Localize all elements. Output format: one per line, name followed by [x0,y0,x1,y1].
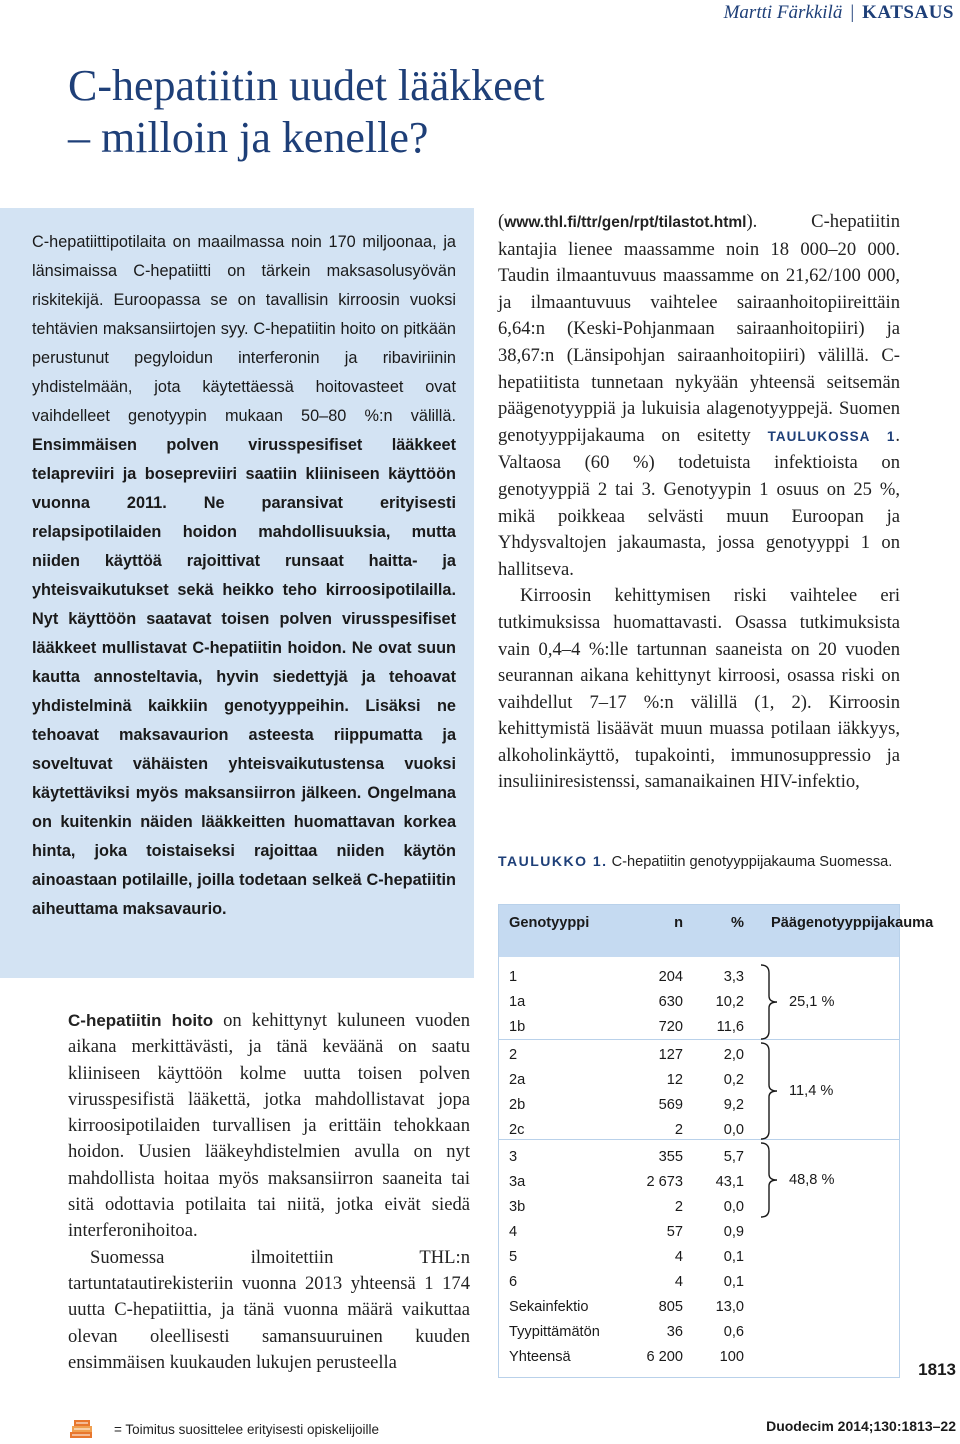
cell-genotype: 1b [509,1019,526,1035]
right-column-body [498,209,900,796]
cell-genotype: 1a [509,994,526,1010]
running-header [724,2,954,24]
cell-percent: 0,2 [723,1072,744,1088]
right-p1-b: . Valtaosa (60 %) todetuista infektioista on genotyyppiä 2 tai 3. Genotyypin 1 osuus on 25 %, mikä poikkeaa selvästi muun Euroopan ja Yhdysvaltojen jakaumasta, jossa genotyyppi 1 on hallitseva. [498,424,900,580]
footer-legend [68,1418,379,1440]
left-paragraph-1 [68,1008,470,1245]
group-brace [757,1041,783,1141]
cell-percent: 100 [719,1349,744,1365]
right-paragraph-2: Kirroosin kehittymisen riski vaihtelee eri tutkimuksissa huomattavasti. Osassa tutkimuksista vain 0,4–4 %:lle tartunnan saaneista on 20 vuoden seurannan aikana kehittynyt kirroosi, osassa riski on vaihdellut 7–17 %:n välillä (1, 2). Kirroosin kehittymistä lisäävät muun muassa potilaan iäkkyys, alkoholinkäyttö, tupakointi, immunosuppressio ja insuliiniresistenssi, samanaikainen HIV-infektio, [498,585,900,793]
genotype-table [498,904,934,1378]
cell-genotype: 3b [509,1199,526,1215]
cell-n: 2 [674,1199,683,1215]
cell-n: 36 [666,1324,683,1340]
table-row [499,1270,899,1295]
cell-percent: 3,3 [723,969,744,985]
cell-percent: 0,9 [723,1224,744,1240]
table-group-divider [499,1139,899,1140]
left-column-body [68,1008,470,1376]
table-group-divider [499,1039,899,1040]
cell-n: 355 [658,1149,683,1165]
cell-n: 2 673 [646,1174,683,1190]
cell-percent: 0,0 [723,1199,744,1215]
cell-genotype: 2b [509,1097,526,1113]
right-p1-a: ). C-hepatiitin kantajia lienee maassamme noin 18 000–20 000. Taudin ilmaantuvuus maassamme on 21,62/100 000, ja ilmaantuvuus vaihtelee sairaanhoitopiireittäin 6,64:n (Keski-Pohjanmaan sairaanhoitopiiri) ja 38,67:n (Länsipohjan sairaanhoitopiiri) välillä. C-hepatiitista tunnetaan nykyään yhteensä seitsemän päägenotyyppiä ja lukuisia alagenotyyppejä. Suomen genotyyppijakauma on esitetty [498,211,900,446]
cell-percent: 2,0 [723,1047,744,1063]
header-main-genotype: Päägenotyyppijakauma [771,915,934,931]
table-row [499,1043,899,1068]
table-row [499,1015,899,1040]
cell-percent: 0,0 [723,1122,744,1138]
group-percentage: 11,4 % [789,1083,834,1099]
cell-n: 4 [674,1249,683,1265]
table-caption-text: C-hepatiitin genotyyppijakauma Suomessa. [607,854,893,870]
cell-genotype: Tyypittämätön [509,1324,600,1340]
cell-percent: 5,7 [723,1149,744,1165]
abstract-normal: C-hepatiittipotilaita on maailmassa noin 170 miljoonaa, ja länsimaissa C-hepatiitti on tärkein maksasolusyövän riskitekijä. Euroopassa se on tavallisin kirroosin vuoksi tehtävien maksansiirtojen syy. C-hepatiitin hoito on pitkään perustunut pegyloidun interferonin ja ribaviriinin yhdistelmään, jota käytettäessä hoitovasteet ovat vaihdelleet genotyypin mukaan 50–80 %:n välillä. [32,233,456,425]
cell-genotype: 4 [509,1224,518,1240]
abstract-bold: Ensimmäisen polven virusspesifiset lääkkeet telapreviiri ja bosepreviiri saatiin kliiniseen käyttöön vuonna 2011. Ne paransivat erityisesti relapsipotilaiden hoidon mahdollisuuksia, mutta niiden käyttöä rajoittivat runsaat haitta- ja yhteisvaikutukset sekä heikko teho kirroosipotilailla. Nyt käyttöön saatavat toisen polven virusspesifiset lääkkeet mullistavat C-hepatiitin hoidon. Ne ovat suun kautta annosteltavia, hyvin siedettyjä ja tehoavat yhdistelminä kaikkiin genotyyppeihin. Lisäksi ne tehoavat maksavaurion asteesta riippumatta ja soveltuvat vähäisten yhteisvaikutustensa vuoksi käytettäviksi myös maksansiirron jälkeen. Ongelmana on kuitenkin näiden lääkkeitten huomattavan korkea hinta, joka toistaiseksi rajoittaa niiden käytön ainoastaan potilaille, joilla todetaan selkeä C-hepatiitin aiheuttama maksavaurio. [32,436,456,918]
group-brace [757,963,783,1041]
cell-n: 127 [658,1047,683,1063]
cell-n: 57 [666,1224,683,1240]
cell-n: 630 [658,994,683,1010]
table-row [499,965,899,990]
cell-genotype: 6 [509,1274,518,1290]
footer-legend-text: = Toimitus suosittelee erityisesti opiskelijoille [114,1421,379,1437]
table-row [499,1220,899,1245]
abstract-box [0,208,474,978]
header-section: KATSAUS [862,2,954,23]
cell-percent: 11,6 [716,1019,744,1035]
group-percentage: 48,8 % [789,1172,835,1188]
header-percent: % [731,915,744,931]
cell-genotype: 1 [509,969,518,985]
table-row [499,1068,899,1093]
page-number: 1813 [918,1360,956,1379]
table-row [499,1145,899,1170]
cell-percent: 13,0 [715,1299,744,1315]
thl-link[interactable]: www.thl.fi/ttr/gen/rpt/tilastot.html [504,214,747,231]
books-icon [68,1418,108,1440]
header-separator: | [850,2,855,23]
right-paragraph-1 [498,209,900,583]
group-percentage: 25,1 % [789,994,835,1010]
table-caption [498,850,900,873]
table-row [499,990,899,1015]
title-line-1: C-hepatiitin uudet lääkkeet [68,61,545,110]
cell-percent: 10,2 [715,994,744,1010]
cell-n: 2 [674,1122,683,1138]
cell-n: 569 [658,1097,683,1113]
cell-percent: 0,1 [723,1249,744,1265]
cell-n: 204 [658,969,683,985]
cell-genotype: 2a [509,1072,526,1088]
abstract-text [32,228,456,924]
table-row [499,1170,899,1195]
footer-citation: Duodecim 2014;130:1813–22 [766,1418,956,1434]
header-n: n [674,915,683,931]
paren-open: ( [498,211,505,232]
article-title [68,60,545,164]
table-row [499,1295,899,1320]
cell-percent: 43,1 [715,1174,744,1190]
cell-n: 4 [674,1274,683,1290]
table-row [499,1345,899,1370]
lead-in: C-hepatiitin hoito [68,1011,214,1030]
left-paragraph-2: Suomessa ilmoitettiin THL:n tartuntatautirekisteriin vuonna 2013 yhteensä 1 174 uutta C-hepatiittia, ja tänä vuonna määrä vaikuttaa olevan oleellisesti samansuuruinen kuuden ensimmäisen kuukauden lukujen perusteella [68,1246,470,1373]
cell-percent: 9,2 [723,1097,744,1113]
table-row [499,1195,899,1220]
cell-n: 805 [658,1299,683,1315]
table-header-row [499,905,934,957]
group-brace [757,1141,783,1219]
title-line-2: – milloin ja kenelle? [68,113,429,162]
table-row [499,1245,899,1270]
table-row [499,1093,899,1118]
cell-genotype: 3a [509,1174,526,1190]
cell-n: 12 [666,1072,683,1088]
header-author: Martti Färkkilä [723,2,843,23]
table-row [499,1320,899,1345]
cell-genotype: 2c [509,1122,525,1138]
cell-genotype: 5 [509,1249,518,1265]
cell-genotype: Sekainfektio [509,1299,589,1315]
left-p1-text: on kehittynyt kuluneen vuoden aikana merkittävästi, ja tänä keväänä on saatu kliiniseen käyttöön kolme uutta toisen polven virusspesifistä lääkettä, jotka mahdollistavat jopa kirroosipotilaiden turvallisen ja erittäin tehokkaan hoidon. Uusien lääkeyhdistelmien avulla on nyt mahdollista hoitaa myös maksansiirron saaneita tai sitä odottavia potilaita tai niitä, jotka eivät siedä interferonihoitoa. [68,1010,470,1242]
cell-genotype: 3 [509,1149,518,1165]
cell-n: 720 [658,1019,683,1035]
table-reference[interactable]: TAULUKOSSA 1 [767,428,896,444]
table-label: TAULUKKO 1. [498,853,608,869]
cell-percent: 0,6 [723,1324,744,1340]
header-genotype: Genotyyppi [509,915,590,931]
cell-n: 6 200 [646,1349,683,1365]
cell-percent: 0,1 [723,1274,744,1290]
cell-genotype: Yhteensä [509,1349,571,1365]
cell-genotype: 2 [509,1047,518,1063]
